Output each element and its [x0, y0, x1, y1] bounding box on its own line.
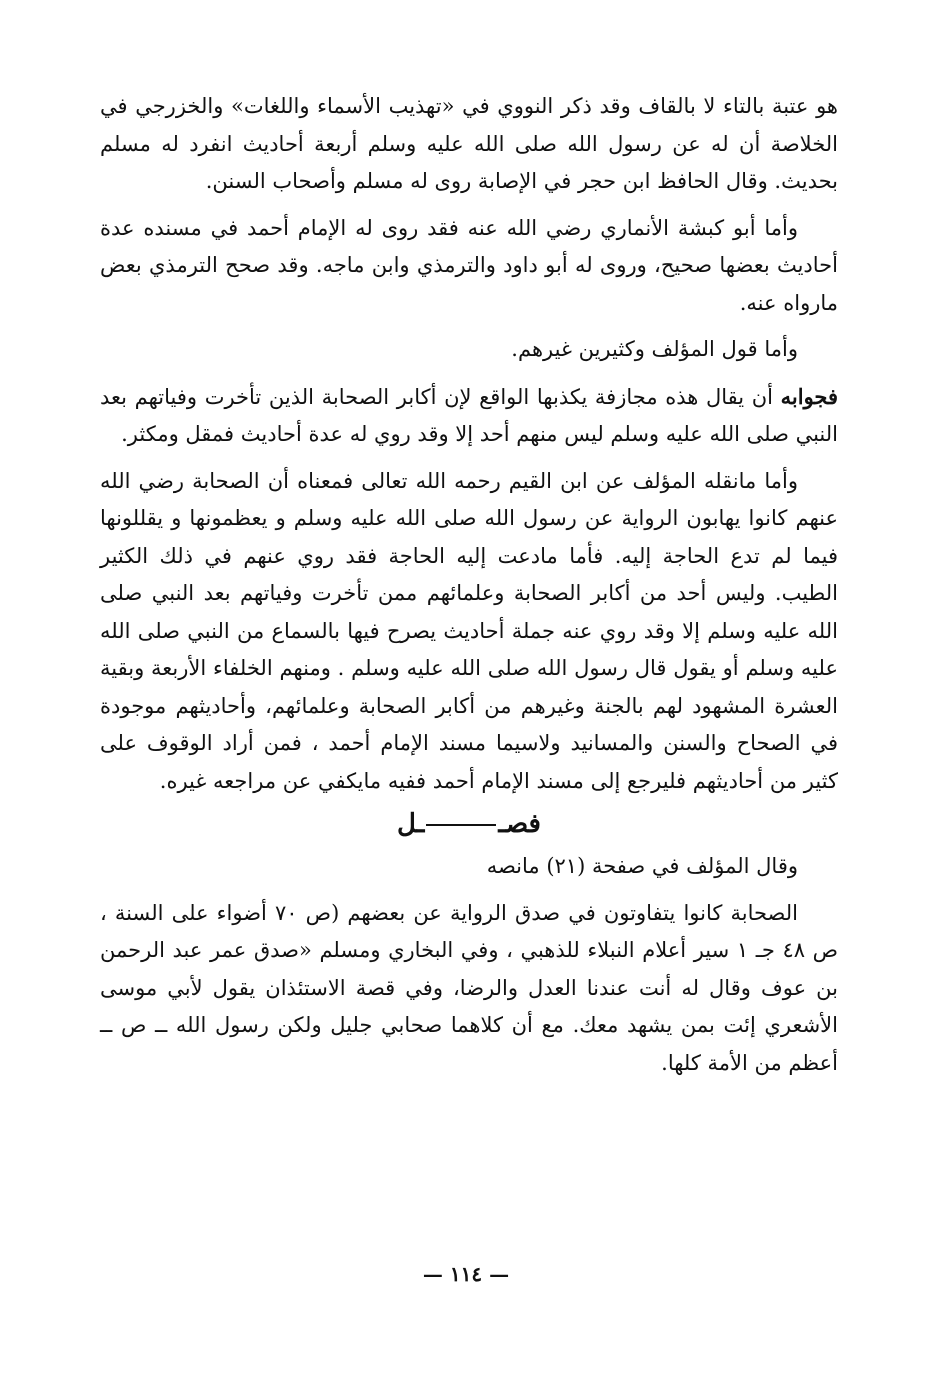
paragraph-4-lead: فجوابه — [780, 383, 839, 409]
paragraph-3: وأما قول المؤلف وكثيرين غيرهم. — [511, 337, 798, 361]
section-heading-start: فصـ — [498, 809, 541, 839]
paragraph-5: وأما مانقله المؤلف عن ابن القيم رحمه الله تعالى فمعناه أن الصحابة رضي الله عنهم كانوا يهابون الرواية عن رسول الله صلى الله عليه وسلم و يعظمونها و يقللونها فيما لم تدع الحاجة إليه. فأما مادعت إليه الحاجة فقد روي عنهم في ذلك الكثير الطيب. وليس أحد من أكابر الصحابة وعلمائهم ممن تأخرت وفياتهم بعد النبي صلى الله عليه وسلم إلا وقد روي عنه جملة أحاديث يصرح فيها بالسماع من النبي صلى الله عليه وسلم أو يقول قال رسول الله صلى الله عليه وسلم . ومنهم الخلفاء الأربعة وبقية العشرة المشهود لهم بالجنة وغيرهم من أكابر الصحابة وعلمائهم، وأحاديثهم موجودة في الصحاح والسنن والمسانيد ولاسيما مسند الإمام أحمد ، فمن أراد الوقوف على كثير من أحاديثهم فليرجع إلى مسند الإمام أحمد ففيه مايكفي عن مراجعه غيره. — [100, 468, 838, 793]
section-heading-stretch — [426, 824, 496, 826]
section-paragraph-2: الصحابة كانوا يتفاوتون في صدق الرواية عن بعضهم (ص ٧٠ أضواء على السنة ، ص ٤٨ جـ ١ سير أعلام النبلاء للذهبي ، وفي البخاري ومسلم «صدق عمر عبد الرحمن بن عوف وقال له أنت عندنا العدل والرضا، وفي قصة الاستئذان يقول لأبي موسى الأشعري إئت بمن يشهد معك. مع أن كلاهما صحابي جليل ولكن رسول الله ــ ص ــ أعظم من الأمة كلها. — [100, 900, 838, 1075]
page-number: — ١١٤ — — [422, 1262, 510, 1286]
paragraph-2: وأما أبو كبشة الأنماري رضي الله عنه فقد روى له الإمام أحمد في مسنده عدة أحاديث بعضها صحيح، وروى له أبو داود والترمذي وابن ماجه. وقد صحح الترمذي بعض مارواه عنه. — [100, 215, 838, 315]
page-body — [100, 88, 838, 1091]
paragraph-4-text: أن يقال هذه مجازفة يكذبها الواقع لإن أكابر الصحابة الذين تأخرت وفياتهم بعد النبي صلى الله عليه وسلم ليس منهم أحد إلا وقد روي له عدة أحاديث فمقل ومكثر. — [100, 384, 838, 446]
section-heading-end: ـل — [397, 809, 425, 839]
section-paragraph-1: وقال المؤلف في صفحة (٢١) مانصه — [486, 854, 798, 878]
paragraph-4 — [100, 378, 838, 454]
paragraph-1: هو عتبة بالتاء لا بالقاف وقد ذكر النووي في «تهذيب الأسماء واللغات» والخزرجي في الخلاصة أن له عن رسول الله صلى الله عليه وسلم أربعة أحاديث انفرد له مسلم بحديث. وقال الحافظ ابن حجر في الإصابة روى له مسلم وأصحاب السنن. — [100, 94, 838, 193]
section-heading — [100, 804, 838, 844]
